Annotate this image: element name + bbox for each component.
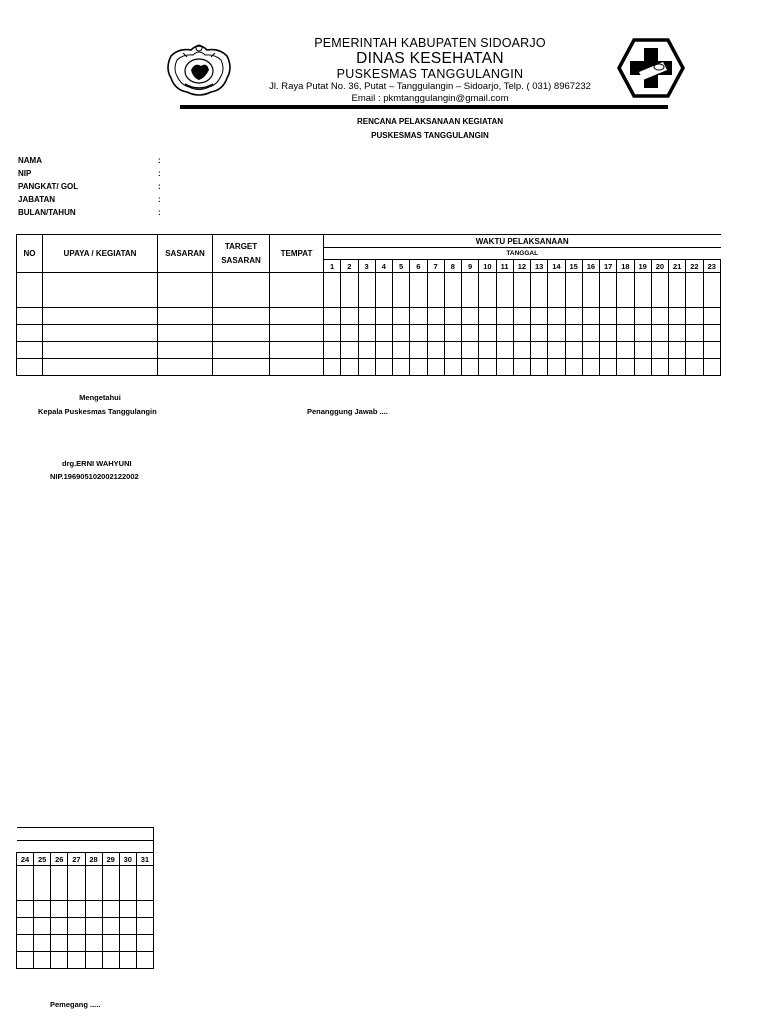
day-cell: 12 <box>513 260 530 273</box>
day-cell: 8 <box>444 260 461 273</box>
table-row <box>17 273 721 308</box>
field-nama-colon: : <box>158 156 161 165</box>
col-header-tanggal: TANGGAL <box>324 248 721 260</box>
table-row <box>17 325 721 342</box>
col-header-tempat: TEMPAT <box>270 235 324 273</box>
col-header-upaya: UPAYA / KEGIATAN <box>43 235 158 273</box>
activity-plan-table <box>16 234 721 376</box>
day-cell: 5 <box>393 260 410 273</box>
letterhead-address: Jl. Raya Putat No. 36, Putat – Tanggulangin – Sidoarjo, Telp. ( 031) 8967232 <box>269 81 591 92</box>
day-cell: 2 <box>341 260 358 273</box>
day-number-row <box>17 853 154 866</box>
letterhead-puskesmas: PUSKESMAS TANGGULANGIN <box>336 67 524 81</box>
field-nip-label: NIP <box>18 169 32 178</box>
day-cell: 31 <box>136 853 153 866</box>
field-jabatan-label: JABATAN <box>18 195 56 204</box>
day-cell: 26 <box>51 853 68 866</box>
day-cell: 7 <box>427 260 444 273</box>
sign-name: drg.ERNI WAHYUNI <box>62 459 132 468</box>
field-nama-label: NAMA <box>18 156 42 165</box>
day-cell: 15 <box>565 260 582 273</box>
letterhead-email: Email : pkmtanggulangin@gmail.com <box>351 93 509 104</box>
day-cell: 1 <box>324 260 341 273</box>
sign-nip: NIP.196905102002122002 <box>50 472 139 481</box>
field-nip-colon: : <box>158 169 161 178</box>
day-cell: 22 <box>686 260 703 273</box>
day-cell: 27 <box>68 853 85 866</box>
col-header-target-line2: SASARAN <box>221 255 261 265</box>
continuation-table <box>16 827 154 969</box>
letterhead-government: PEMERINTAH KABUPATEN SIDOARJO <box>314 36 546 50</box>
field-bulan-colon: : <box>158 208 161 217</box>
day-cell: 9 <box>462 260 479 273</box>
sign-mengetahui: Mengetahui <box>79 393 121 402</box>
table-row <box>17 308 721 325</box>
table-row <box>17 952 154 969</box>
table-row <box>17 918 154 935</box>
day-cell: 28 <box>85 853 102 866</box>
col-header-no: NO <box>17 235 43 273</box>
day-cell: 18 <box>617 260 634 273</box>
table-row <box>17 359 721 376</box>
field-pangkat-colon: : <box>158 182 161 191</box>
document-title: RENCANA PELAKSANAAN KEGIATAN <box>356 117 504 126</box>
day-cell: 16 <box>582 260 599 273</box>
day-cell: 4 <box>375 260 392 273</box>
field-pangkat-label: PANGKAT/ GOL <box>18 182 79 191</box>
table-row <box>17 866 154 901</box>
sign-pemegang: Pemegang ..... <box>50 1000 101 1009</box>
day-cell: 24 <box>17 853 34 866</box>
sign-penanggung-jawab: Penanggung Jawab .... <box>307 407 388 416</box>
col-header-target <box>213 235 270 273</box>
letterhead-office: DINAS KESEHATAN <box>356 50 504 67</box>
day-cell: 29 <box>102 853 119 866</box>
table-row <box>17 901 154 918</box>
day-cell: 25 <box>34 853 51 866</box>
day-cell: 13 <box>531 260 548 273</box>
document-subtitle: PUSKESMAS TANGGULANGIN <box>371 131 489 140</box>
table-row <box>17 935 154 952</box>
day-cell: 23 <box>703 260 721 273</box>
col-header-target-line1: TARGET <box>224 241 258 251</box>
day-cell: 21 <box>669 260 686 273</box>
col-header-waktu: WAKTU PELAKSANAAN <box>324 235 721 248</box>
field-bulan-label: BULAN/TAHUN <box>18 208 76 217</box>
field-jabatan-colon: : <box>158 195 161 204</box>
day-cell: 11 <box>496 260 513 273</box>
day-cell: 30 <box>119 853 136 866</box>
day-cell: 6 <box>410 260 427 273</box>
table-row <box>17 342 721 359</box>
day-cell: 10 <box>479 260 496 273</box>
day-cell: 14 <box>548 260 565 273</box>
sidoarjo-emblem-icon <box>163 40 235 98</box>
day-cell: 19 <box>634 260 651 273</box>
day-cell: 20 <box>651 260 668 273</box>
col-header-sasaran: SASARAN <box>158 235 213 273</box>
letterhead-divider <box>180 105 668 109</box>
day-cell: 3 <box>358 260 375 273</box>
day-cell: 17 <box>600 260 617 273</box>
sign-kepala: Kepala Puskesmas Tanggulangin <box>38 407 157 416</box>
